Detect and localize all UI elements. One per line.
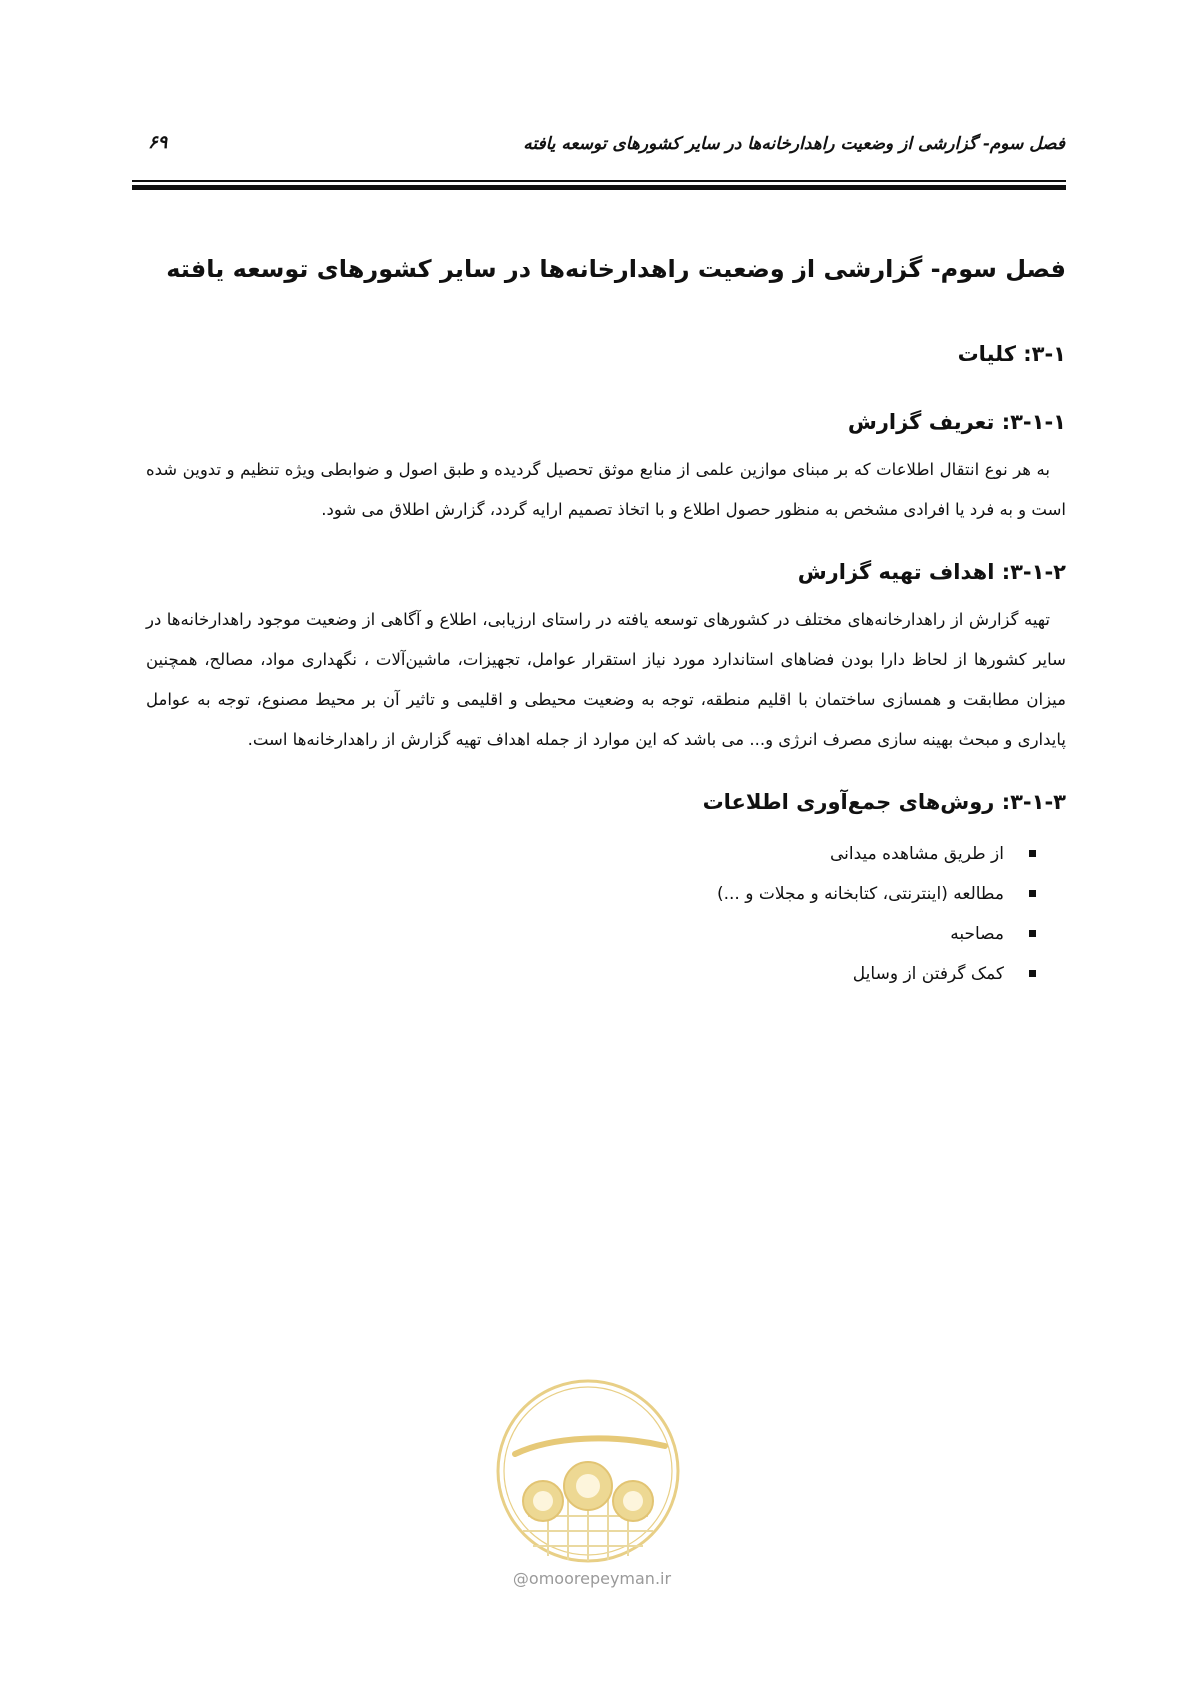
running-title: فصل سوم- گزارشی از وضعیت راهدارخانه‌ها در سایر کشورهای توسعه یافته [523, 134, 1065, 154]
section-heading-overview: ۳-۱: کلیات [957, 342, 1066, 366]
list-item [146, 954, 1036, 994]
square-bullet-icon [1029, 890, 1036, 897]
section-heading-report-goals: ۳-۱-۲: اهداف تهیه گزارش [797, 560, 1066, 584]
square-bullet-icon [1029, 930, 1036, 937]
watermark-logo-icon [493, 1376, 683, 1566]
list-item [146, 914, 1036, 954]
list-item-text: مطالعه (اینترنتی، کتابخانه و مجلات و ...) [716, 884, 1004, 904]
square-bullet-icon [1029, 850, 1036, 857]
watermark-caption: @omoorepeyman.ir [512, 1569, 672, 1588]
list-item-text: از طریق مشاهده میدانی [830, 844, 1004, 864]
page-number: ۶۹ [148, 132, 168, 153]
collection-methods-list [146, 834, 1066, 994]
paragraph-report-definition: به هر نوع انتقال اطلاعات که بر مبنای موازین علمی از منابع موثق تحصیل گردیده و طبق اصول و ضوابطی ویژه تنظیم و تدوین شده است و به فرد یا افرادی مشخص به منظور حصول اطلاع و با اتخاذ تصمیم ارایه گردد، گزارش اطلاق می شود. [146, 460, 1066, 519]
section-heading-report-definition: ۳-۱-۱: تعریف گزارش [847, 410, 1066, 434]
list-item-text: کمک گرفتن از وسایل [852, 964, 1004, 984]
page-header [130, 126, 1065, 166]
header-rule-thick [132, 185, 1066, 190]
list-item [146, 874, 1036, 914]
header-rule-thin [132, 180, 1066, 182]
section-heading-collection-methods: ۳-۱-۳: روش‌های جمع‌آوری اطلاعات [702, 790, 1066, 814]
page-content [146, 248, 1066, 994]
list-item [146, 834, 1036, 874]
chapter-title: فصل سوم- گزارشی از وضعیت راهدارخانه‌ها در سایر کشورهای توسعه یافته [166, 255, 1066, 283]
list-item-text: مصاحبه [950, 924, 1004, 944]
paragraph-report-goals: تهیه گزارش از راهدارخانه‌های مختلف در کشورهای توسعه یافته در راستای ارزیابی، اطلاع و آگاهی از وضعیت موجود راهدارخانه‌ها در سایر کشورها از لحاظ دارا بودن فضاهای استاندارد مورد نیاز استقرار عوامل، تجهیزات، ماشین‌آلات ، نگهداری مواد، مصالح، همچنین میزان مطابقت و همسازی ساختمان با اقلیم منطقه، توجه به وضعیت محیطی و اقلیمی و تاثیر آن بر محیط مصنوع، توجه به عوامل پایداری و مبحث بهینه سازی مصرف انرژی و... می باشد که این موارد از جمله اهداف تهیه گزارش از راهدارخانه‌ها است. [146, 610, 1066, 749]
square-bullet-icon [1029, 970, 1036, 977]
